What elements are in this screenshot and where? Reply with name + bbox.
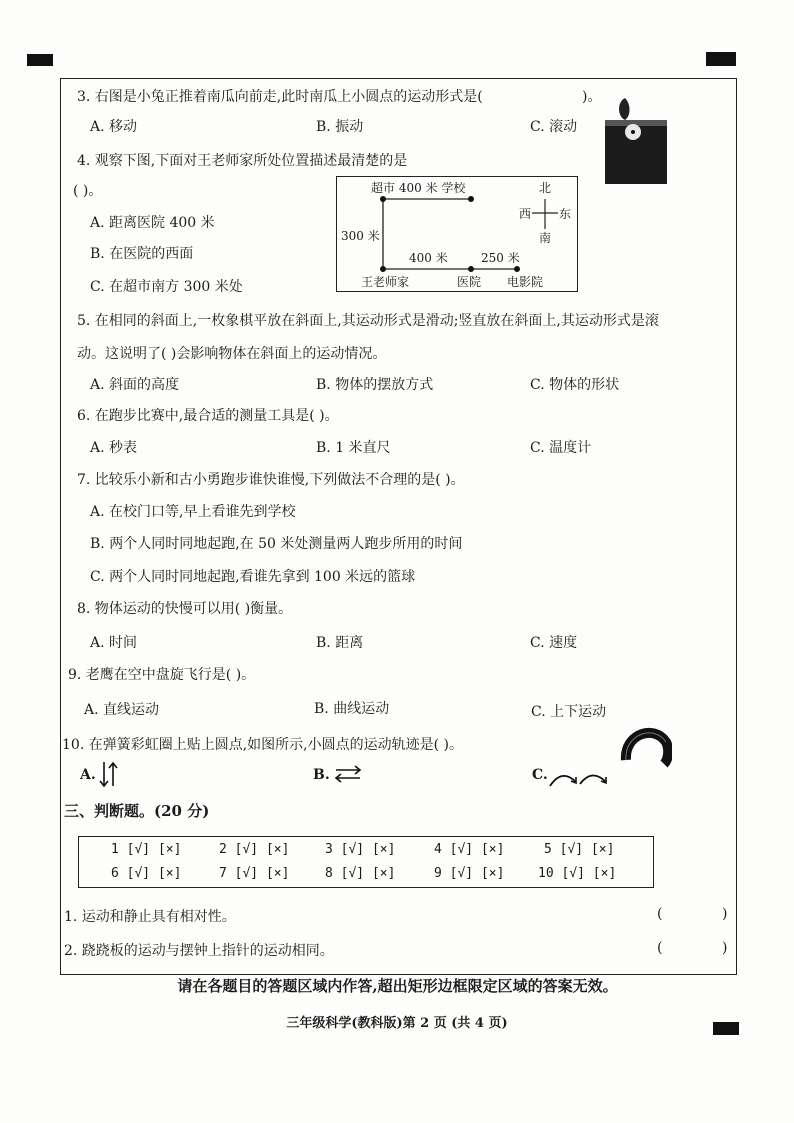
registration-mark-top-left xyxy=(27,54,53,66)
q5-line1: 5. 在相同的斜面上,一枚象棋平放在斜面上,其运动形式是滑动;竖直放在斜面上,其运动形式是滚 xyxy=(77,313,659,329)
left-right-arrows-icon xyxy=(334,765,362,783)
judge-1-paren-open: ( xyxy=(657,906,663,922)
q5-option-b[interactable]: B. 物体的摆放方式 xyxy=(316,377,434,393)
section3-title: 三、判断题。(20 分) xyxy=(64,802,210,820)
q5-line2: 动。这说明了( )会影响物体在斜面上的运动情况。 xyxy=(77,346,387,362)
q6-stem: 6. 在跑步比赛中,最合适的测量工具是( )。 xyxy=(77,408,339,424)
q4-stem: 4. 观察下图,下面对王老师家所处位置描述最清楚的是 xyxy=(77,153,408,169)
up-down-arrows-icon xyxy=(98,760,120,788)
q3-stem: 3. 右图是小兔正推着南瓜向前走,此时南瓜上小圆点的运动形式是( xyxy=(77,89,483,105)
q5-option-a[interactable]: A. 斜面的高度 xyxy=(90,377,180,393)
answer-grid xyxy=(78,836,654,888)
q8-option-b[interactable]: B. 距离 xyxy=(316,635,364,651)
compass-north: 北 xyxy=(539,181,552,195)
map-home-label: 王老师家 xyxy=(361,275,410,289)
compass-south: 南 xyxy=(539,231,552,245)
judge-1-paren-close: ) xyxy=(722,906,728,922)
q9-option-b[interactable]: B. 曲线运动 xyxy=(314,701,390,717)
q10-option-a[interactable]: A. xyxy=(80,767,96,783)
slinky-spring-illustration xyxy=(620,720,672,768)
q8-option-c[interactable]: C. 速度 xyxy=(530,635,578,651)
answer-cell-1[interactable]: 1 [√] [×] xyxy=(111,842,182,857)
answer-cell-9[interactable]: 9 [√] [×] xyxy=(434,866,505,881)
q4-option-c[interactable]: C. 在超市南方 300 米处 xyxy=(90,279,243,295)
location-map xyxy=(336,176,578,292)
q9-option-c[interactable]: C. 上下运动 xyxy=(531,704,607,720)
map-hospital-label: 医院 xyxy=(457,275,482,289)
q6-option-a[interactable]: A. 秒表 xyxy=(90,440,138,456)
answer-cell-10[interactable]: 10 [√] [×] xyxy=(538,866,617,881)
registration-mark-top-right xyxy=(706,52,736,66)
q6-option-b[interactable]: B. 1 米直尺 xyxy=(316,440,391,456)
q5-option-c[interactable]: C. 物体的形状 xyxy=(530,377,620,393)
map-cinema-label: 电影院 xyxy=(507,275,544,289)
answer-cell-2[interactable]: 2 [√] [×] xyxy=(219,842,290,857)
judge-item-2: 2. 跷跷板的运动与摆钟上指针的运动相同。 xyxy=(64,943,334,959)
q3-option-b[interactable]: B. 振动 xyxy=(316,119,364,135)
q8-stem: 8. 物体运动的快慢可以用( )衡量。 xyxy=(77,601,293,617)
q3-close: )。 xyxy=(582,89,602,105)
answer-cell-3[interactable]: 3 [√] [×] xyxy=(325,842,396,857)
q10-option-c[interactable]: C. xyxy=(532,767,548,783)
judge-2-paren-close: ) xyxy=(722,940,728,956)
compass-west: 西 xyxy=(519,207,532,221)
q9-option-a[interactable]: A. 直线运动 xyxy=(84,702,160,718)
q3-option-c[interactable]: C. 滚动 xyxy=(530,119,578,135)
q4-option-a[interactable]: A. 距离医院 400 米 xyxy=(90,215,215,231)
answer-area-notice: 请在各题目的答题区域内作答,超出矩形边框限定区域的答案无效。 xyxy=(177,977,618,995)
page-footer: 三年级科学(教科版)第 2 页 (共 4 页) xyxy=(286,1016,508,1031)
q9-stem: 9. 老鹰在空中盘旋飞行是( )。 xyxy=(68,667,256,683)
answer-cell-4[interactable]: 4 [√] [×] xyxy=(434,842,505,857)
q6-option-c[interactable]: C. 温度计 xyxy=(530,440,592,456)
q10-option-b[interactable]: B. xyxy=(313,767,330,783)
compass-east: 东 xyxy=(559,207,572,221)
map-distance-250: 250 米 xyxy=(481,251,520,265)
q7-option-b[interactable]: B. 两个人同时同地起跑,在 50 米处测量两人跑步所用的时间 xyxy=(90,536,463,552)
answer-cell-7[interactable]: 7 [√] [×] xyxy=(219,866,290,881)
answer-cell-5[interactable]: 5 [√] [×] xyxy=(544,842,615,857)
q4-option-b[interactable]: B. 在医院的西面 xyxy=(90,246,194,262)
answer-cell-8[interactable]: 8 [√] [×] xyxy=(325,866,396,881)
q4-blank: ( )。 xyxy=(73,183,103,199)
q8-option-a[interactable]: A. 时间 xyxy=(90,635,138,651)
judge-2-paren-open: ( xyxy=(657,940,663,956)
judge-item-1: 1. 运动和静止具有相对性。 xyxy=(64,909,236,925)
rabbit-pumpkin-illustration xyxy=(603,94,669,186)
q3-option-a[interactable]: A. 移动 xyxy=(90,119,138,135)
map-distance-400: 400 米 xyxy=(409,251,448,265)
q10-stem: 10. 在弹簧彩虹圈上贴上圆点,如图所示,小圆点的运动轨迹是( )。 xyxy=(62,737,463,753)
map-left-label: 300 米 xyxy=(341,229,380,243)
map-top-label: 超市 400 米 学校 xyxy=(371,181,466,195)
q7-option-c[interactable]: C. 两个人同时同地起跑,看谁先拿到 100 米远的篮球 xyxy=(90,569,416,585)
q7-stem: 7. 比较乐小新和古小勇跑步谁快谁慢,下列做法不合理的是( )。 xyxy=(77,472,465,488)
q7-option-a[interactable]: A. 在校门口等,早上看谁先到学校 xyxy=(90,504,296,520)
curved-arrows-icon xyxy=(548,766,610,790)
answer-cell-6[interactable]: 6 [√] [×] xyxy=(111,866,182,881)
